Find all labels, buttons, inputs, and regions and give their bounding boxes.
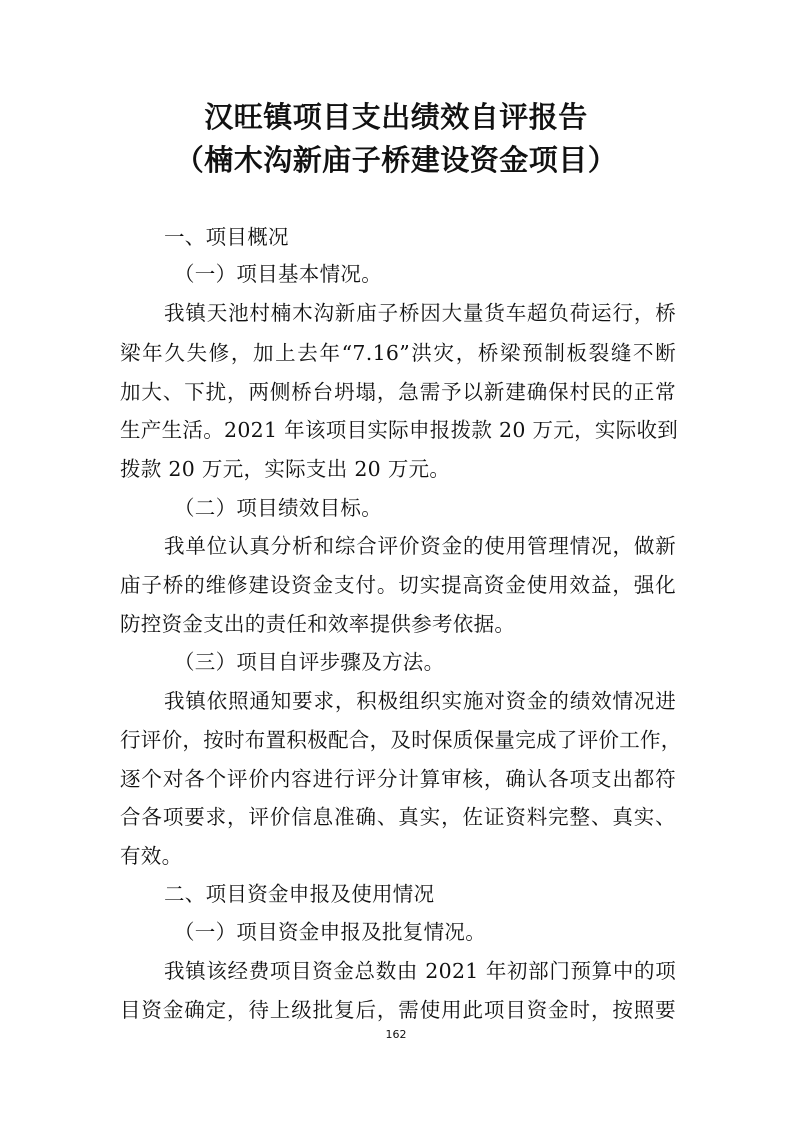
paragraph-line: 目资金确定，待上级批复后，需使用此项目资金时，按照要 [120,998,676,1022]
paragraph-line: 我单位认真分析和综合评价资金的使用管理情况，做新 [164,534,676,558]
paragraph-line: 生产生活。2021 年该项目实际申报拨款 20 万元，实际收到 [120,418,679,442]
paragraph-line: 拨款 20 万元，实际支出 20 万元。 [120,457,451,481]
paragraph-line: 庙子桥的维修建设资金支付。切实提高资金使用效益，强化 [120,573,676,597]
paragraph-line: 加大、下扰，两侧桥台坍塌，急需予以新建确保村民的正常 [120,380,676,404]
paragraph-line: 有效。 [120,844,183,868]
paragraph-line: 我镇天池村楠木沟新庙子桥因大量货车超负荷运行，桥 [164,301,676,325]
paragraph-line: 防控资金支出的责任和效率提供参考依据。 [120,612,516,636]
section-heading-overview: 一、项目概况 [164,225,289,249]
paragraph-line: 逐个对各个评价内容进行评分计算审核，确认各项支出都符 [120,767,676,791]
page-number: 162 [385,1028,407,1041]
paragraph-line: 合各项要求，评价信息准确、真实，佐证资料完整、真实、 [120,805,676,829]
paragraph-line: 我镇该经费项目资金总数由 2021 年初部门预算中的项 [164,959,676,983]
paragraph-line: 梁年久失修，加上去年“7.16”洪灾，桥梁预制板裂缝不断 [120,341,676,365]
subsection-heading-application: （一）项目资金申报及批复情况。 [174,920,486,944]
section-heading-funds: 二、项目资金申报及使用情况 [164,882,435,906]
subsection-heading-basic: （一）项目基本情况。 [174,262,382,286]
document-title: 汉旺镇项目支出绩效自评报告 [204,100,588,134]
paragraph-line: 我镇依照通知要求，积极组织实施对资金的绩效情况进 [164,689,676,713]
subsection-heading-method: （三）项目自评步骤及方法。 [174,650,445,674]
document-subtitle: （楠木沟新庙子桥建设资金项目） [174,143,618,177]
paragraph-line: 行评价，按时布置积极配合，及时保质保量完成了评价工作， [120,728,682,752]
subsection-heading-goals: （二）项目绩效目标。 [174,496,382,520]
